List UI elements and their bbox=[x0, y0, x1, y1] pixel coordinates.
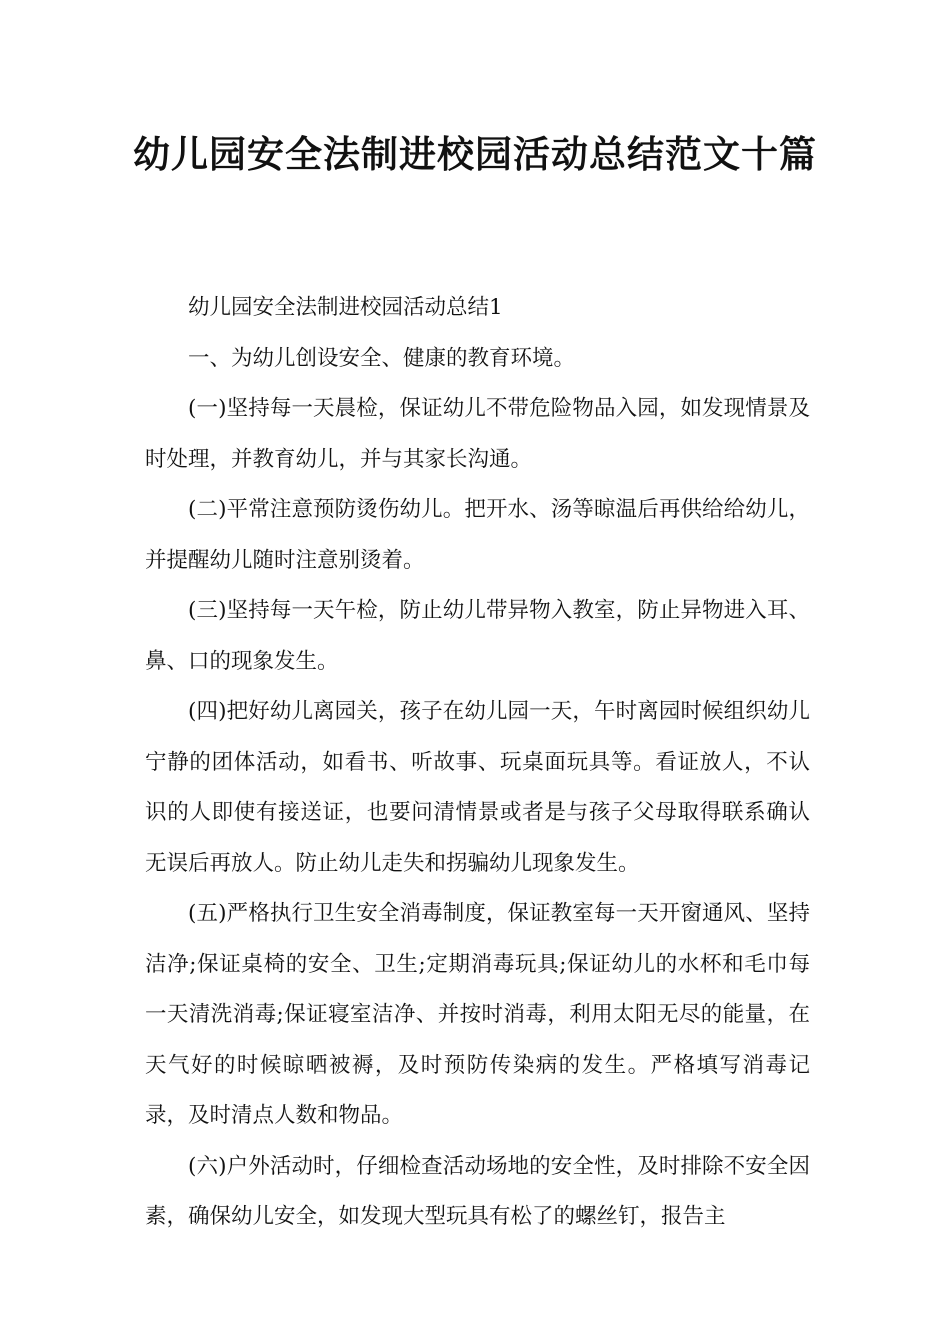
document-title: 幼儿园安全法制进校园活动总结范文十篇 bbox=[133, 133, 817, 176]
paragraph-item-1: (一)坚持每一天晨检，保证幼儿不带危险物品入园，如发现情景及时处理，并教育幼儿，并与其家长沟通。 bbox=[145, 396, 810, 472]
paragraph-item-5: (五)严格执行卫生安全消毒制度，保证教室每一天开窗通风、坚持洁净;保证桌椅的安全、卫生;定期消毒玩具;保证幼儿的水杯和毛巾每一天清洗消毒;保证寝室洁净、并按时消毒，利用太阳无尽的能量，在天气好的时候晾晒被褥，及时预防传染病的发生。严格填写消毒记录，及时清点人数和物品。 bbox=[145, 901, 810, 1128]
paragraph-item-4: (四)把好幼儿离园关，孩子在幼儿园一天，午时离园时候组织幼儿宁静的团体活动，如看书、听故事、玩桌面玩具等。看证放人，不认识的人即使有接送证，也要问清情景或者是与孩子父母取得联系确认无误后再放人。防止幼儿走失和拐骗幼儿现象发生。 bbox=[145, 699, 810, 876]
paragraph-item-3: (三)坚持每一天午检，防止幼儿带异物入教室，防止异物进入耳、鼻、口的现象发生。 bbox=[145, 598, 810, 674]
paragraph-item-6: (六)户外活动时，仔细检查活动场地的安全性，及时排除不安全因素，确保幼儿安全，如发现大型玩具有松了的螺丝钉，报告主 bbox=[145, 1153, 810, 1229]
paragraph-section-heading: 幼儿园安全法制进校园活动总结1 bbox=[188, 295, 503, 320]
document-body bbox=[145, 283, 810, 1243]
paragraph-part-one-heading: 一、为幼儿创设安全、健康的教育环境。 bbox=[188, 345, 576, 371]
paragraph-item-2: (二)平常注意预防烫伤幼儿。把开水、汤等晾温后再供给给幼儿，并提醒幼儿随时注意别烫着。 bbox=[145, 497, 810, 573]
